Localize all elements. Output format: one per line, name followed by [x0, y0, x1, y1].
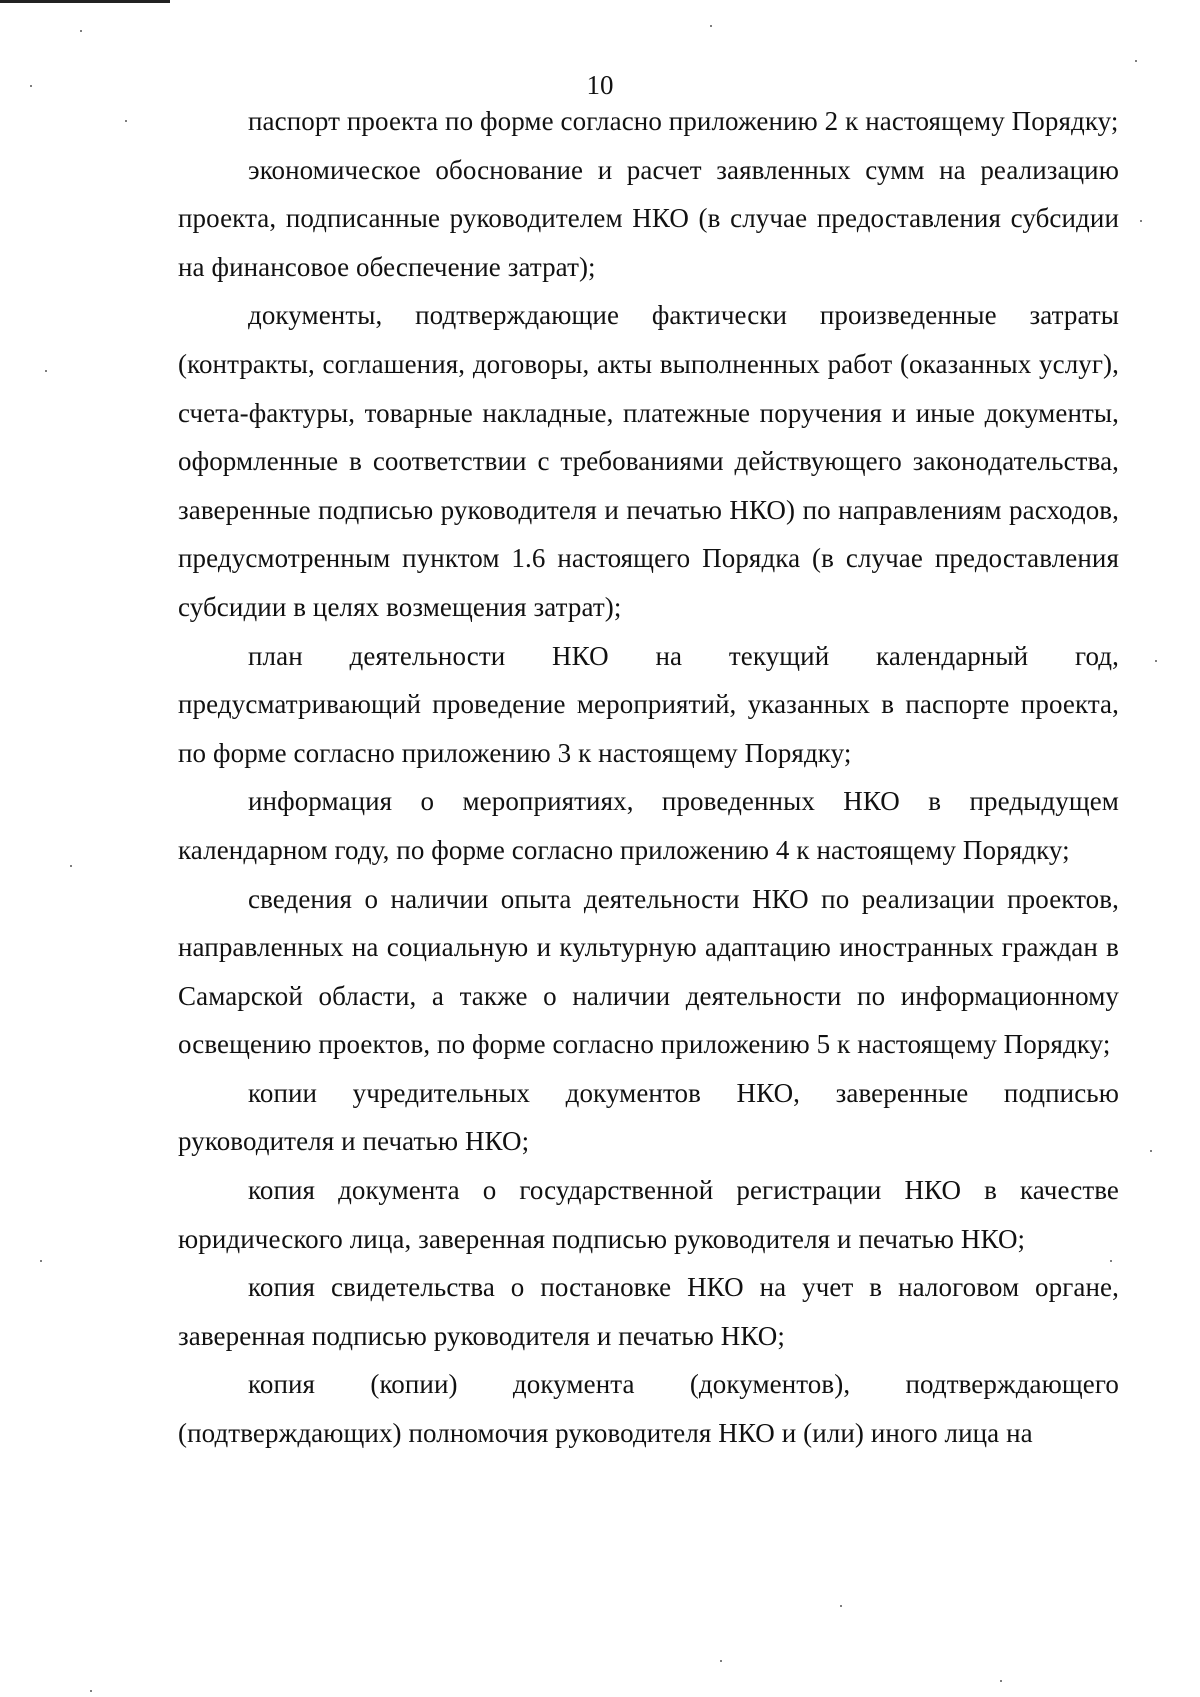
scan-speck — [1140, 220, 1142, 222]
page-number: 10 — [586, 70, 614, 100]
scan-speck — [45, 370, 47, 372]
paragraph-tax-certificate: копия свидетельства о постановке НКО на учет в налоговом органе, заверенная подписью руководителя и печатью НКО; — [178, 1272, 1119, 1351]
paragraph-expense-documents: документы, подтверждающие фактически произведенные затраты (контракты, соглашения, договоры, акты выполненных работ (оказанных услуг), счета-фактуры, товарные накладные, платежные поручения и иные документы, оформленные в соответствии с требованиями действующего законодательства, заверенные подписью руководителя и печатью НКО) по направлениям расходов, предусмотренным пунктом 1.6 настоящего Порядка (в случае предоставления субсидии в целях возмещения затрат); — [178, 300, 1119, 622]
scan-speck — [30, 85, 32, 87]
scan-speck — [80, 30, 82, 32]
scan-speck — [125, 120, 127, 122]
scan-speck — [40, 1260, 42, 1262]
paragraph-project-passport: паспорт проекта по форме согласно приложению 2 к настоящему Порядку; — [248, 106, 1119, 136]
scan-speck — [720, 1660, 722, 1662]
paragraph-registration-document: копия документа о государственной регистрации НКО в качестве юридического лица, заверенная подписью руководителя и печатью НКО; — [178, 1175, 1119, 1254]
scan-speck — [1110, 1260, 1112, 1262]
document-body — [178, 97, 1119, 1458]
scan-speck — [840, 1605, 842, 1607]
paragraph-experience-info: сведения о наличии опыта деятельности НКО по реализации проектов, направленных на социальную и культурную адаптацию иностранных граждан в Самарской области, а также о наличии деятельности по информационному освещению проектов, по форме согласно приложению 5 к настоящему Порядку; — [178, 883, 1119, 1060]
scan-edge-mark — [0, 0, 170, 3]
scan-speck — [710, 25, 712, 27]
scan-speck — [90, 1690, 92, 1692]
scan-speck — [1000, 1680, 1002, 1682]
scan-speck — [1155, 660, 1157, 662]
paragraph-founding-documents: копии учредительных документов НКО, заверенные подписью руководителя и печатью НКО; — [178, 1077, 1119, 1157]
paragraph-activity-plan: план деятельности НКО на текущий календарный год, предусматривающий проведение мероприятий, указанных в паспорте проекта, по форме согласно приложению 3 к настоящему Порядку; — [178, 640, 1119, 768]
paragraph-economic-justification: экономическое обоснование и расчет заявленных сумм на реализацию проекта, подписанные руководителем НКО (в случае предоставления субсидии на финансовое обеспечение затрат); — [178, 154, 1119, 282]
scan-speck — [70, 865, 72, 867]
scan-speck — [1150, 1150, 1152, 1152]
scan-speck — [1135, 60, 1137, 62]
paragraph-events-information: информация о мероприятиях, проведенных НКО в предыдущем календарном году, по форме согласно приложению 4 к настоящему Порядку; — [178, 786, 1119, 865]
paragraph-authority-documents: копия (копии) документа (документов), подтверждающего (подтверждающих) полномочия руководителя НКО и (или) иного лица на — [178, 1369, 1119, 1449]
